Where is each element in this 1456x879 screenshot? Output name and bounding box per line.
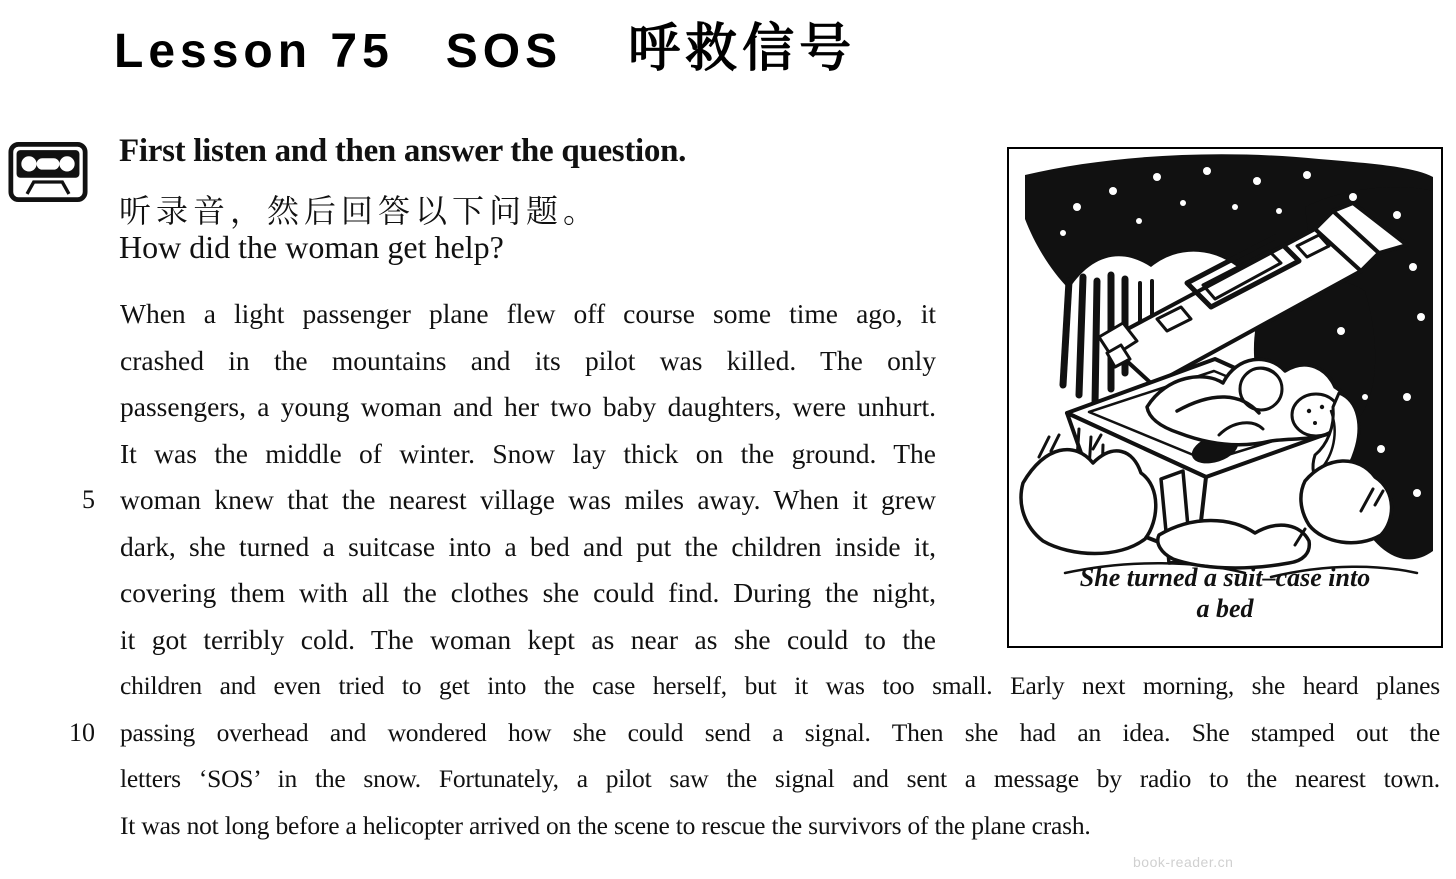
passage-line [120,803,1440,850]
passage-line-text: dark, she turned a suitcase into a bed and put the children inside it, [120,530,936,562]
cassette-tape-icon [8,141,88,203]
comprehension-question: How did the woman get help? [119,229,504,265]
passage-line-text: letters ‘SOS’ in the snow. Fortunately, a pilot saw the signal and sent a message by radio to the nearest town. [120,764,1440,793]
passage-line [120,570,936,617]
passage-line [120,338,936,385]
passage-line-text: woman knew that the nearest village was miles away. When it grew [120,484,936,515]
page-title [114,20,857,78]
passage [69,291,1440,849]
passage-line-text: crashed in the mountains and its pilot was killed. The only [120,344,936,376]
passage-line-text: covering them with all the clothes she could find. During the night, [120,577,936,608]
passage-line [120,291,936,338]
passage-line-text: passengers, a young woman and her two baby daughters, were unhurt. [120,391,936,422]
figure-caption-line2: a bed [1196,594,1254,623]
watermark: book-reader.cn [1133,854,1234,870]
passage-line [120,663,1440,710]
lesson-title-en: SOS [445,25,563,78]
passage-line [120,617,936,664]
instruction-heading: First listen and then answer the question. [119,133,687,169]
passage-line [82,477,936,524]
passage-line [120,431,936,478]
passage-line-text: children and even tried to get into the case herself, but it was too small. Early next morning, she heard planes [120,671,1440,700]
passage-line [69,710,1440,757]
passage-line-text: passing overhead and wondered how she could send a signal. Then she had an idea. She stamped out the [120,717,1440,747]
passage-line-text: it got terribly cold. The woman kept as near as she could to the [120,623,936,655]
passage-line [120,384,936,431]
passage-line-text: When a light passenger plane flew off course some time ago, it [120,298,936,329]
passage-line-text: It was the middle of winter. Snow lay thick on the ground. The [120,437,936,469]
lesson-title-zh: 呼救信号 [628,20,857,78]
passage-line [120,524,936,571]
figure-caption-line1: She turned a suit–case into [1079,563,1371,592]
line-number: 5 [82,485,95,514]
lesson-number: Lesson 75 [114,25,394,78]
instruction-heading-chinese: 听录音，然后回答以下问题。 [119,193,601,229]
passage-line-text: It was not long before a helicopter arrived on the scene to rescue the survivors of the plane crash. [120,810,1091,840]
passage-line [120,756,1440,803]
line-number: 10 [69,717,95,747]
